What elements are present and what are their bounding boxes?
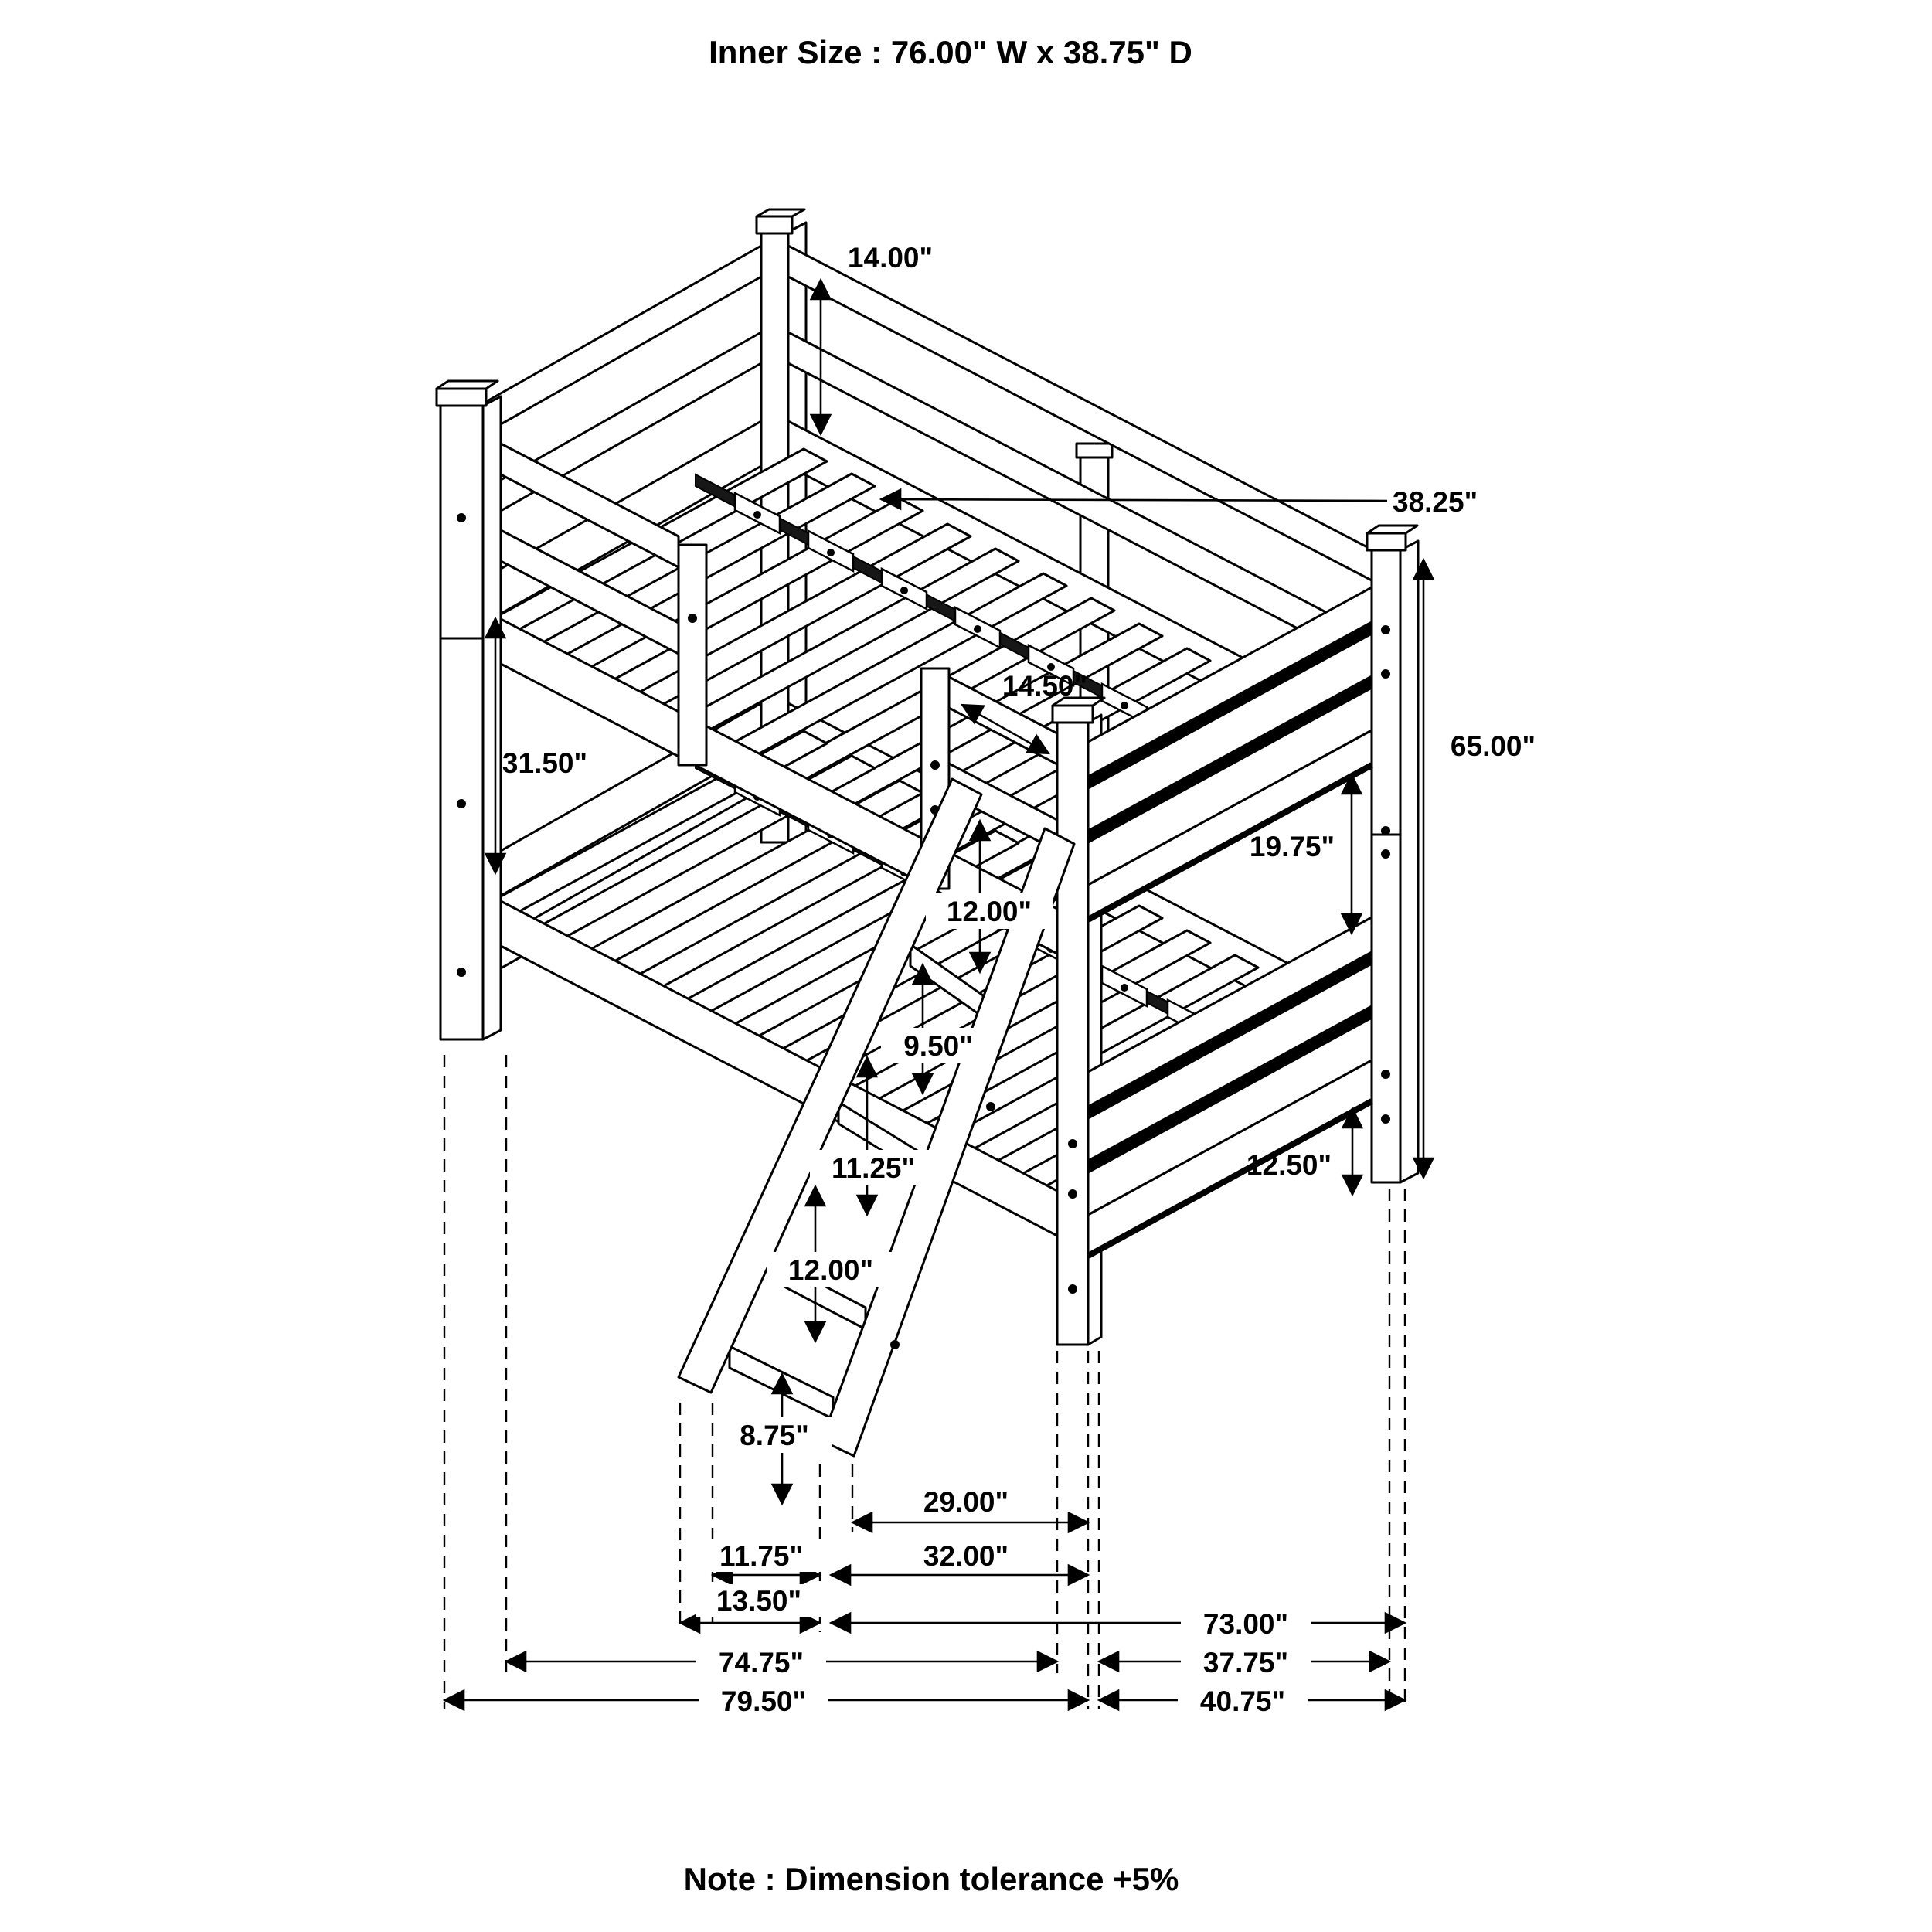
dim-13-50 bbox=[680, 1584, 822, 1623]
dim-label-14-50: 14.50" bbox=[1002, 670, 1088, 702]
bed-drawing bbox=[437, 209, 1418, 1709]
dim-label-19-75: 19.75" bbox=[1249, 831, 1335, 862]
dim-label-37-75: 37.75" bbox=[1202, 1647, 1289, 1679]
dim-label-29-00: 29.00" bbox=[923, 1486, 1009, 1518]
post-rear-right bbox=[1367, 526, 1418, 1182]
dim-11-75 bbox=[698, 1539, 825, 1575]
dim-40-75 bbox=[1099, 1683, 1405, 1717]
dim-label-12-00-lower: 12.00" bbox=[787, 1254, 874, 1286]
dim-73-00 bbox=[831, 1606, 1405, 1640]
dim-label-32-00: 32.00" bbox=[923, 1540, 1009, 1572]
dim-label-79-50: 79.50" bbox=[720, 1685, 807, 1717]
dim-38-25 bbox=[881, 486, 1478, 518]
dim-label-13-50: 13.50" bbox=[716, 1585, 802, 1617]
dim-label-14-00: 14.00" bbox=[847, 242, 934, 274]
dim-label-11-75: 11.75" bbox=[719, 1540, 804, 1572]
post-front-left bbox=[437, 381, 501, 1039]
dim-label-11-25: 11.25" bbox=[831, 1152, 916, 1184]
dim-label-74-75: 74.75" bbox=[718, 1647, 804, 1679]
page-title: Inner Size : 76.00" W x 38.75" D bbox=[709, 34, 1192, 70]
dim-label-31-50: 31.50" bbox=[502, 747, 588, 779]
dim-label-40-75: 40.75" bbox=[1199, 1685, 1286, 1717]
dim-29-00 bbox=[852, 1485, 1088, 1522]
dim-label-9-50: 9.50" bbox=[903, 1030, 973, 1062]
dim-37-75 bbox=[1099, 1645, 1389, 1679]
tolerance-note: Note : Dimension tolerance +5% bbox=[683, 1861, 1179, 1897]
dim-label-73-00: 73.00" bbox=[1202, 1608, 1289, 1640]
guard-rail-mid-post-left bbox=[679, 545, 706, 765]
dim-65-00 bbox=[1423, 560, 1536, 1178]
dim-label-65-00: 65.00" bbox=[1450, 730, 1536, 762]
dim-label-38-25: 38.25" bbox=[1393, 486, 1478, 518]
dim-79-50 bbox=[444, 1683, 1088, 1717]
dim-label-12-00-upper: 12.00" bbox=[946, 896, 1032, 927]
dim-32-00 bbox=[831, 1539, 1088, 1575]
dim-label-12-50: 12.50" bbox=[1246, 1149, 1332, 1181]
dim-label-8-75: 8.75" bbox=[740, 1420, 809, 1451]
dim-74-75 bbox=[506, 1645, 1057, 1679]
